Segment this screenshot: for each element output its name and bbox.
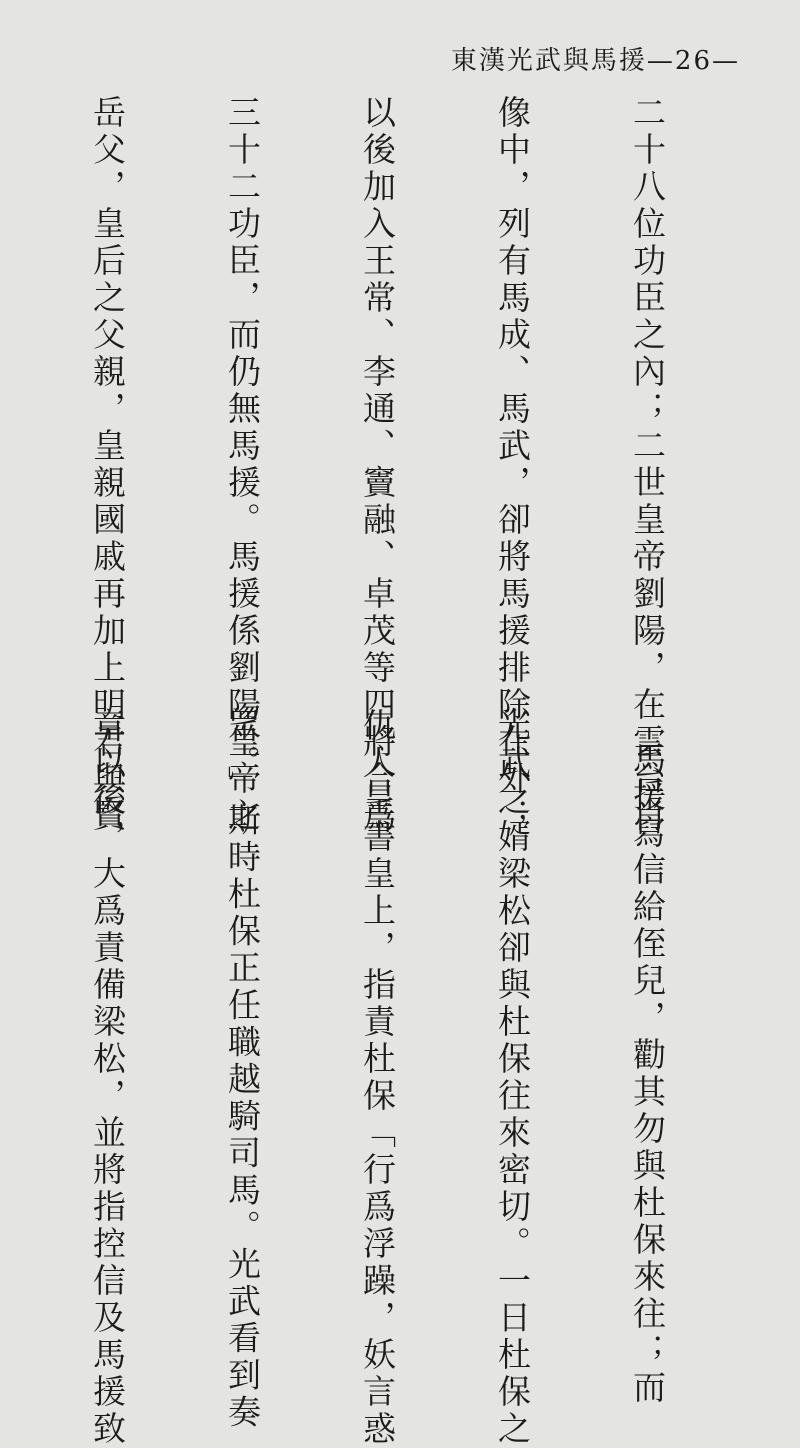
running-header: 東漢光武與馬援—26— bbox=[450, 46, 740, 76]
text-column: 二十八位功臣之內；二世皇帝劉陽，在雲台肖 bbox=[628, 95, 667, 835]
text-column: 三十二功臣，而仍無馬援。馬援係劉陽皇帝之 bbox=[223, 95, 262, 835]
text-column: 馬援寫信給侄兒，勸其勿與杜保來往；而 bbox=[628, 741, 667, 1407]
text-column: 仇人呈書皇上，指責杜保「行爲浮躁，妖言惑 bbox=[358, 708, 397, 1448]
text-column: 眾。」斯時杜保正任職越騎司馬。光武看到奏 bbox=[223, 708, 262, 1432]
text-column: 岳父，皇后之父親，皇親國戚再加上明君與賢 bbox=[88, 95, 127, 835]
lower-text-block bbox=[0, 708, 760, 1448]
text-column: 以後加入王常、李通、竇融、卓茂等四將合爲 bbox=[358, 95, 397, 835]
text-column: 光武之婿梁松卻與杜保往來密切。一日杜保之 bbox=[493, 708, 532, 1448]
text-column: 章以後，大爲責備梁松，並將指控信及馬援致 bbox=[88, 708, 127, 1448]
upper-text-block bbox=[0, 95, 760, 835]
text-column: 像中，列有馬成、馬武，卻將馬援排除在外； bbox=[493, 95, 532, 835]
